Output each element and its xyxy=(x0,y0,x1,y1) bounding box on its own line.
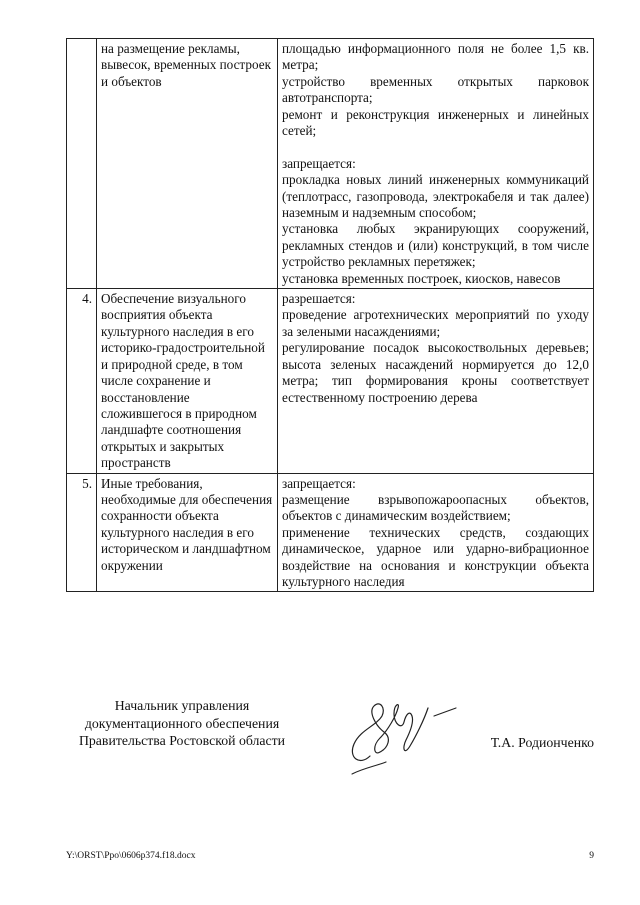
requirement-details xyxy=(278,289,594,473)
row-number: 5. xyxy=(67,473,97,592)
requirement-line: площадью информационного поля не более 1,5 кв. метра; xyxy=(282,41,589,73)
requirement-line: установка любых экранирующих сооружений, рекламных стендов и (или) конструкций, в том числе устройство рекламных перетяжек; xyxy=(282,221,589,270)
requirements-table-body xyxy=(67,39,594,592)
requirement-details xyxy=(278,473,594,592)
requirement-line: устройство временных открытых парковок автотранспорта; xyxy=(282,73,589,106)
requirement-subject: на размещение рекламы, вывесок, временных построек и объектов xyxy=(97,39,278,289)
table-row xyxy=(67,39,594,289)
requirement-line: применение технических средств, создающих динамическое, ударное или ударно-вибрационное воздействие на основания и конструкции объекта культурного наследия xyxy=(282,524,589,589)
requirement-line: ремонт и реконструкция инженерных и линейных сетей; xyxy=(282,106,589,139)
signatory-name: Т.А. Родионченко xyxy=(490,735,594,750)
requirement-line: запрещается: xyxy=(282,475,356,491)
requirement-line: размещение взрывопожароопасных объектов, объектов с динамическим воздействием; xyxy=(282,491,589,524)
requirement-line: разрешается: xyxy=(282,291,356,307)
signatory-position xyxy=(66,697,298,750)
row-number: 4. xyxy=(67,289,97,473)
page-number: 9 xyxy=(589,851,594,861)
footer-file-path: Y:\ORST\Ppo\0606p374.f18.docx xyxy=(66,851,196,861)
table-row xyxy=(67,289,594,473)
requirement-details xyxy=(278,39,594,289)
requirement-line: прокладка новых линий инженерных коммуникаций (теплотрасс, газопровода, электрокабеля и так далее) наземным и надземным способом; xyxy=(282,172,589,221)
position-line: Начальник управления xyxy=(114,698,250,713)
requirement-line: запрещается: xyxy=(282,155,356,171)
handwritten-signature xyxy=(340,686,460,782)
requirements-table xyxy=(66,38,594,592)
requirement-line: регулирование посадок высокоствольных деревьев; высота зеленых насаждений нормируется до 12,0 метра; тип формирования кроны соответствует естественному построению дерева xyxy=(282,340,589,405)
table-row xyxy=(67,473,594,592)
requirement-subject: Обеспечение визуального восприятия объекта культурного наследия в его историко-градостроительной и природной среде, в том числе сохранение и восстановление сложившегося в природном ландшафте соотношения открытых и закрытых пространств xyxy=(97,289,278,473)
row-number xyxy=(67,39,97,289)
requirement-subject: Иные требования, необходимые для обеспечения сохранности объекта культурного наследия в его историческом и ландшафтном окружении xyxy=(97,473,278,592)
position-line: документационного обеспечения xyxy=(84,715,280,731)
requirement-line: проведение агротехнических мероприятий по уходу за зелеными насаждениями; xyxy=(282,307,589,339)
paragraph-gap xyxy=(282,139,589,155)
position-line: Правительства Ростовской области xyxy=(78,733,286,748)
requirement-line: установка временных построек, киосков, навесов xyxy=(282,270,561,286)
